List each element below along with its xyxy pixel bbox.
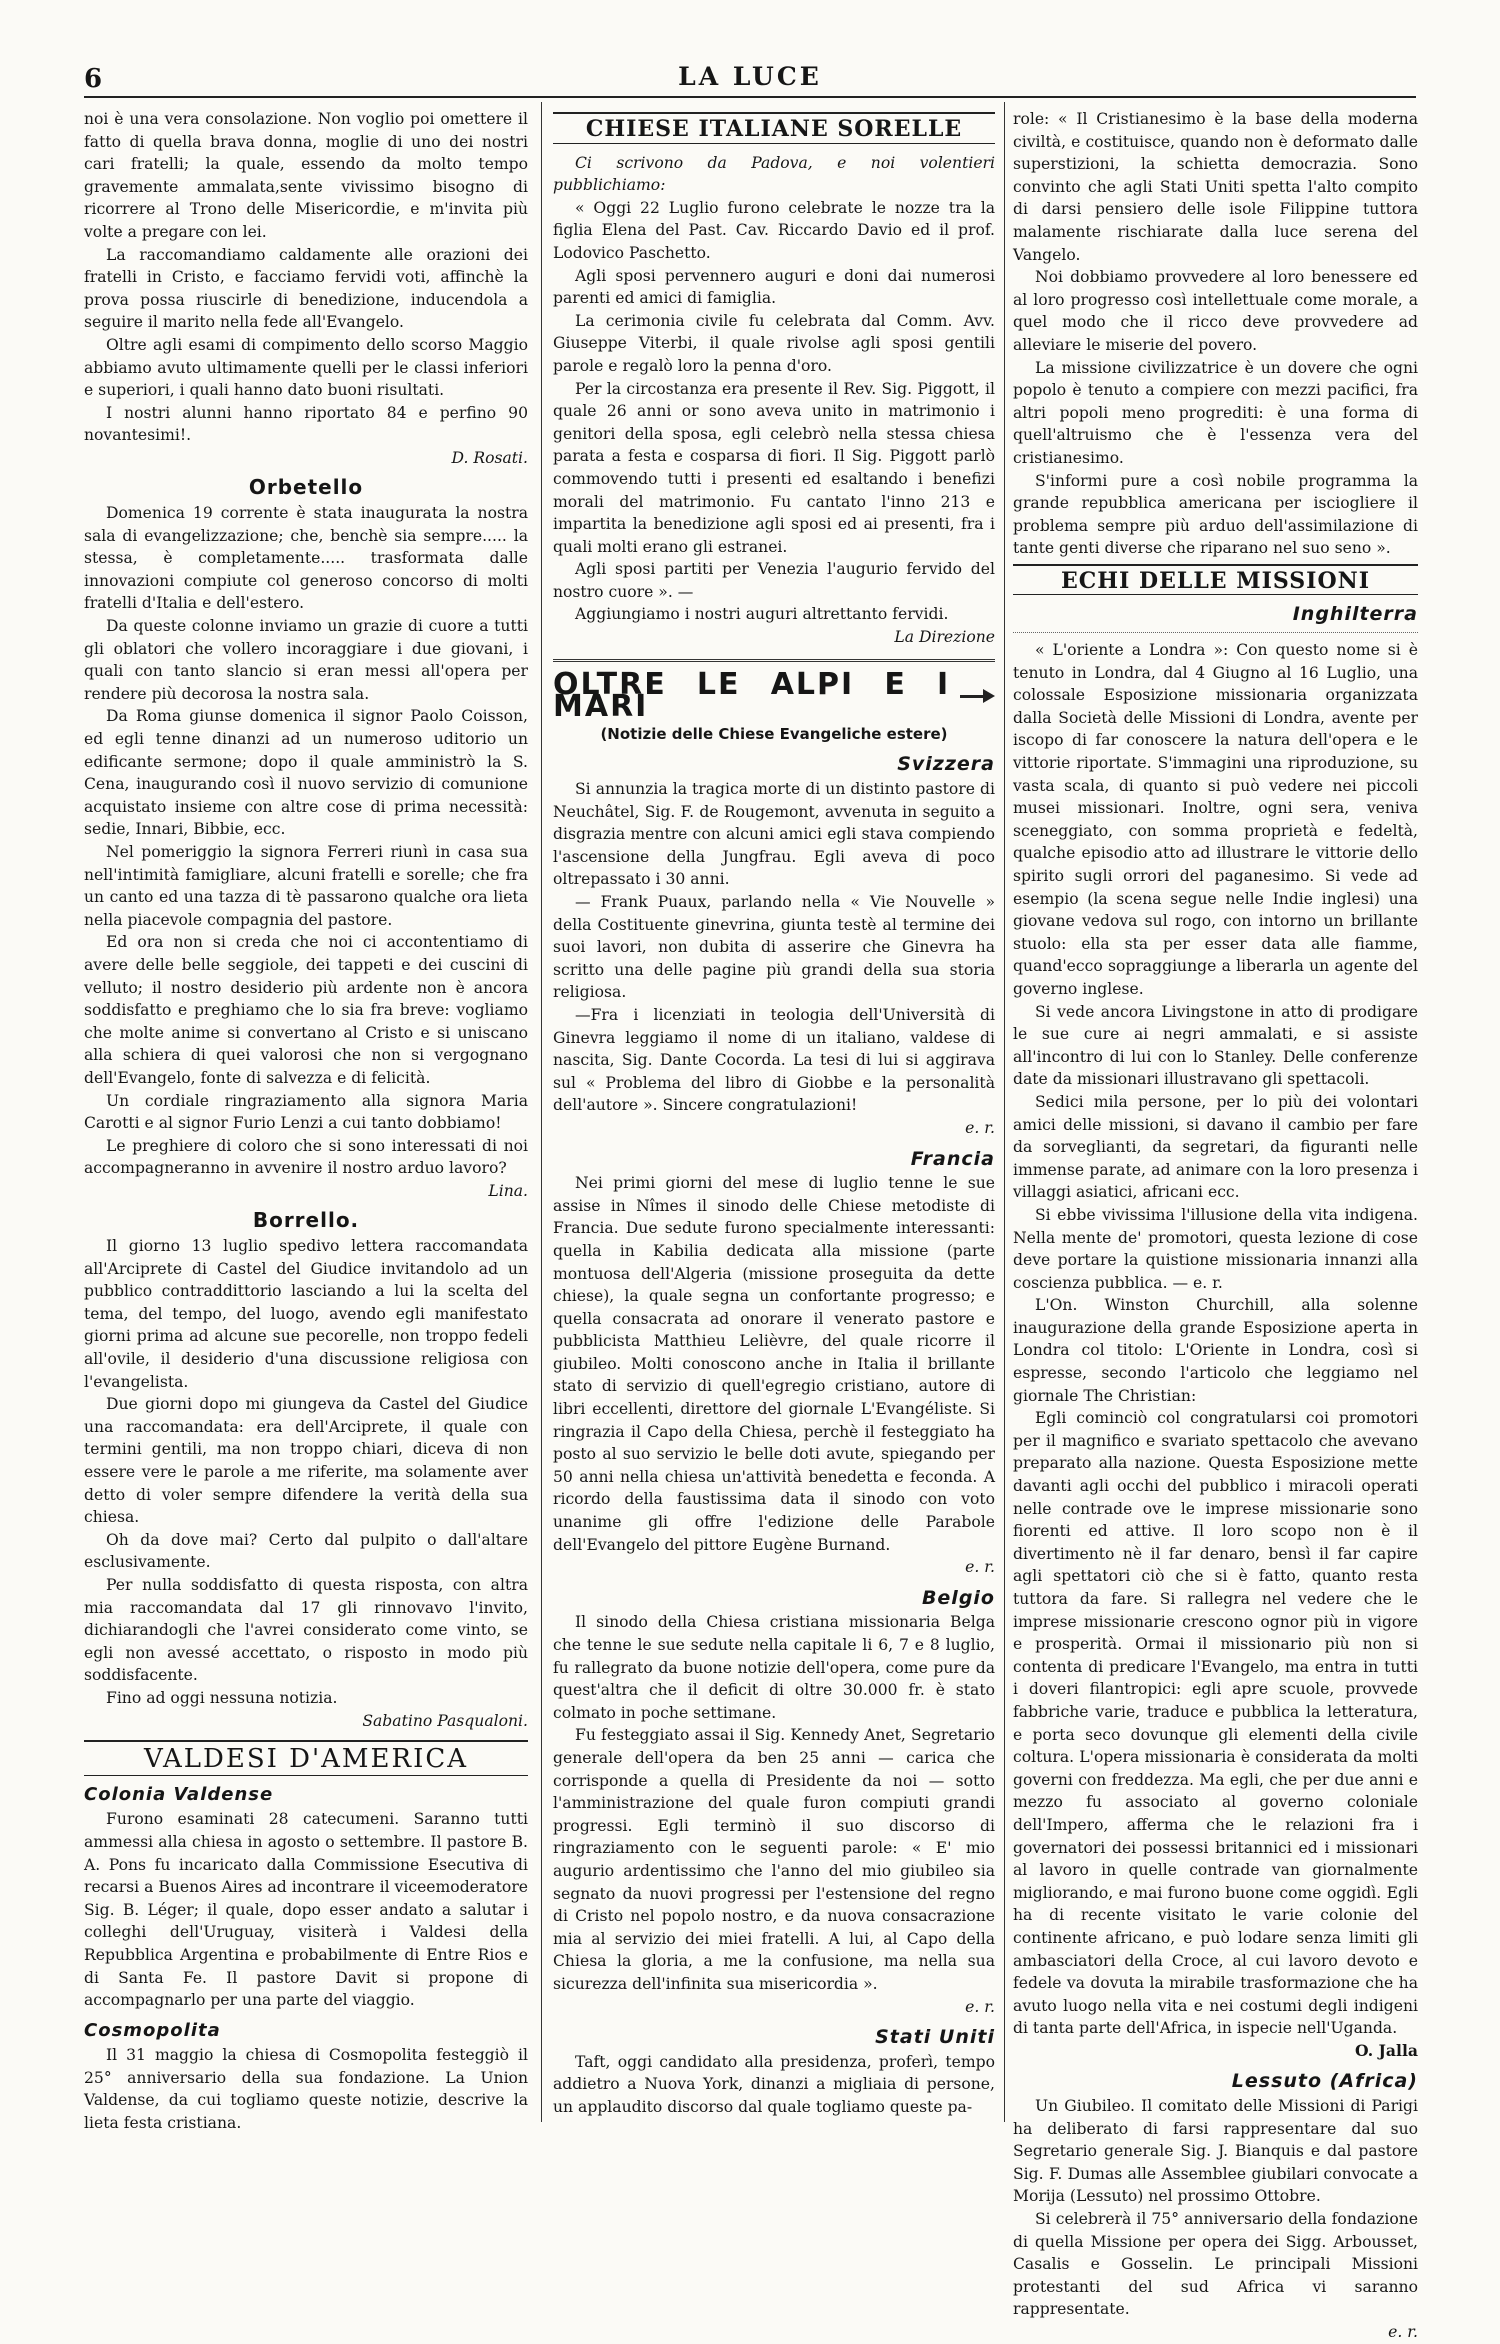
section-heading-valdesi: VALDESI D'AMERICA — [84, 1740, 528, 1776]
column-divider — [1004, 102, 1005, 2122]
paragraph: Aggiungiamo i nostri auguri altrettanto fervidi. — [575, 605, 949, 624]
masthead — [84, 60, 1416, 98]
paragraph: Da queste colonne inviamo un grazie di cuore a tutti gli oblatori che vollero incoraggiare i due giovani, i quali con tanto slancio si eran messi all'opera per rendere più decorosa la nostra sala. — [84, 617, 528, 703]
paragraph: « Oggi 22 Luglio furono celebrate le nozze tra la figlia Elena del Past. Cav. Riccardo Davio ed il prof. Lodovico Paschetto. — [553, 198, 995, 262]
paragraph: Il 31 maggio la chiesa di Cosmopolita festeggiò il 25° anniversario della sua fondazione. La Union Valdense, da cui togliamo queste notizie, descrive la lieta festa cristiana. — [84, 2046, 528, 2133]
country-heading-svizzera: Svizzera — [897, 753, 995, 776]
newspaper-title: LA LUCE — [678, 62, 822, 91]
column-divider — [541, 102, 542, 2122]
section-heading-oltre — [553, 666, 995, 725]
paragraph: Un Giubileo. Il comitato delle Missioni di Parigi ha deliberato di farsi rappresentare dal suo Segretario generale Sig. J. Bianquis e dal pastore Sig. F. Dumas alle Assemblee giubilari convocate a Morija (Lessuto) nel prossimo Ottobre. — [1013, 2097, 1418, 2206]
paragraph: Il giorno 13 luglio spedivo lettera raccomandata all'Arciprete di Castel del Giudice invitandolo ad un pubblico contraddittorio lasciando a lui la scelta del tema, del tempo, del luogo, avendo egli manifestato giorni prima ad alcune sue pecorelle, non troppo fedeli all'ovile, il desiderio d'una discussione religiosa con l'evangelista. — [84, 1237, 528, 1391]
paragraph: Fu festeggiato assai il Sig. Kennedy Anet, Segretario generale dell'opera da ben 25 anni — carica che corrisponde a quella di Presidente da noi — sotto l'amministrazione del quale furon compiuti grandi progressi. Egli terminò il suo discorso di ringraziamento con le seguenti parole: « E' mio augurio ardentissimo che l'anno del mio giubileo sia segnato da nuovi progressi per l'estensione del regno di Cristo nel popolo nostro, e da nuova consacrazione mia al servizio dei miei fratelli. A lui, al Capo della Chiesa la gloria, a me la confusione, ma nella sua sicurezza dell'infinita sua misericordia ». — [553, 1726, 995, 1993]
signature: O. Jalla — [1355, 2040, 1418, 2060]
section-heading-chiese: CHIESE ITALIANE SORELLE — [553, 112, 995, 144]
paragraph: La raccomandiamo caldamente alle orazioni dei fratelli in Cristo, e facciamo fervidi voti, affinchè la prova possa riuscirle di benedizione, inducendola a seguire il marito nella fede all'Evangelo. — [84, 245, 528, 332]
paragraph: L'On. Winston Churchill, alla solenne inaugurazione della grande Esposizione aperta in Londra col titolo: L'Oriente in Londra, così si espresse, secondo l'articolo che leggiamo nel giornale The Christian: — [1013, 1296, 1418, 1405]
paragraph: Oh da dove mai? Certo dal pulpito o dall'altare esclusivamente. — [84, 1530, 528, 1572]
paragraph: Si ebbe vivissima l'illusione della vita indigena. Nella mente de' promotori, questa lezione di cose deve portare la quistione missionaria innanzi alla coscienza pubblica. — e. r. — [1013, 1205, 1418, 1292]
paragraph: noi è una vera consolazione. Non voglio poi omettere il fatto di quella brava donna, moglie di uno dei nostri cari fratelli; la quale, essendo da molto tempo gravemente ammalata,sente vivissimo bisogno di ricorrere al Trono delle Misericordie, e m'invita più volte a pregare con lei. — [84, 110, 528, 241]
section-heading-orbetello: Orbetello — [248, 474, 364, 499]
paragraph: Fino ad oggi nessuna notizia. — [106, 1688, 338, 1707]
paragraph: S'informi pure a così nobile programma la grande repubblica americana per isciogliere il problema sempre più arduo dell'assimilazione di tante genti diverse che riparano nel suo seno ». — [1013, 471, 1418, 558]
paragraph: Da Roma giunse domenica il signor Paolo Coisson, ed egli tenne dinanzi ad un numeroso uditorio un edificante sermone; dopo il quale amministrò la S. Cena, inaugurando così il nuovo servizio di comunione acquistato insieme con altre cose di prima necessità: sedie, Innari, Bibbie, ecc. — [84, 707, 528, 839]
paragraph: Noi dobbiamo provvedere al loro benessere ed al loro progresso così intellettuale come morale, a quel modo che il ricco deve provvedere ad alleviare le miserie del povero. — [1013, 268, 1418, 354]
paragraph: Oltre agli esami di compimento dello scorso Maggio abbiamo avuto ultimamente quelli per le classi inferiori e superiori, i quali hanno dato buoni risultati. — [84, 335, 528, 400]
column-right — [1013, 108, 1418, 2341]
signature: e. r. — [965, 1118, 995, 1137]
intro-line: Ci scrivono da Padova, e noi volentieri pubblichiamo: — [553, 153, 995, 195]
page-number: 6 — [84, 64, 103, 94]
subheading-colonia: Colonia Valdense — [84, 1783, 274, 1805]
signature: La Direzione — [894, 628, 995, 647]
paragraph: Agli sposi partiti per Venezia l'augurio fervido del nostro cuore ». — — [553, 560, 995, 601]
paragraph: Si annunzia la tragica morte di un distinto pastore di Neuchâtel, Sig. F. de Rougemont, avvenuta in seguito a disgrazia mentre con alcuni amici egli stava compiendo l'ascensione della Jungfrau. Egli aveva di poco oltrepassato i 30 anni. — [553, 780, 995, 889]
country-heading-lessuto: Lessuto (Africa) — [1231, 2070, 1418, 2093]
paragraph: role: « Il Cristianesimo è la base della moderna civiltà, e costituisce, quando non è deformato dalle superstizioni, la schietta democrazia. Sono convinto che agli Stati Uniti spetta l'alto compito di darsi pensiero delle isole Filippine tuttora malamente rischiarate dalla luce serena del Vangelo. — [1013, 110, 1418, 264]
column-left — [84, 108, 528, 2148]
country-heading-belgio: Belgio — [921, 1586, 995, 1609]
divider — [553, 659, 995, 662]
subheading-cosmopolita: Cosmopolita — [84, 2019, 221, 2041]
paragraph: Si vede ancora Livingstone in atto di prodigare le sue cure ai negri ammalati, e si assiste all'incontro di lui con lo Stanley. Delle conferenze date da missionari illustravano gli spettacoli. — [1013, 1002, 1418, 1089]
country-heading-inghilterra: Inghilterra — [1292, 603, 1418, 626]
section-subtitle: (Notizie delle Chiese Evangeliche estere) — [600, 724, 948, 743]
paragraph: La missione civilizzatrice è un dovere che ogni popolo è tenuto a compiere con mezzi pacifici, fra altri popoli meno progrediti: è una forma di quell'altruismo che è l'essenza vera del cristianesimo. — [1013, 358, 1418, 467]
paragraph: Un cordiale ringraziamento alla signora Maria Carotti e al signor Furio Lenzi a cui tanto dobbiamo! — [84, 1091, 528, 1133]
section-heading-echi: ECHI DELLE MISSIONI — [1013, 564, 1418, 596]
country-heading-francia: Francia — [910, 1147, 995, 1170]
signature: e. r. — [965, 1997, 995, 2016]
signature: e. r. — [965, 1558, 995, 1577]
paragraph: Agli sposi pervennero auguri e doni dai numerosi parenti ed amici di famiglia. — [553, 266, 995, 308]
section-heading-borrello: Borrello. — [252, 1207, 360, 1232]
paragraph: Domenica 19 corrente è stata inaugurata la nostra sala di evangelizzazione; che, benchè sia sempre..... la stessa, è completamente..... trasformata dalle innovazioni compiute col generoso concorso di molti fratelli d'Italia e dell'estero. — [84, 504, 528, 613]
section-heading-oltre-text: OLTRE LE ALPI E I MARI — [553, 666, 951, 725]
paragraph: Nei primi giorni del mese di luglio tenne le sue assise in Nîmes il sinodo delle Chiese metodiste di Francia. Due sedute furono specialmente interessanti: quella in Kabilia dedicata alla missione (parte montuosa dell'Algeria (missione proseguita da dette chiese), la quale segna un confortante progresso; e quella consacrata ad onorare il venerato pastore e pubblicista Matthieu Lelièvre, del quale ricorre il giubileo. Molti conoscono anche in Italia il brillante stato di servizio di quell'egregio cristiano, autore di libri eccellenti, direttore del giornale L'Evangéliste. Si ringrazia il Capo della Chiesa, perchè il festeggiato ha posto al suo servizio le belle doti avute, spiegando per 50 anni nella chiesa un'attività benedetta e feconda. A ricordo della faustissima data il sinodo con voto unanime gli offre l'edizione delle Parabole dell'Evangelo del pittore Eugène Burnand. — [553, 1174, 995, 1554]
paragraph: Taft, oggi candidato alla presidenza, proferì, tempo addietro a Nuova York, dinanzi a migliaia di persone, un applaudito discorso dal quale togliamo queste pa- — [553, 2052, 995, 2116]
signature: D. Rosati. — [451, 448, 528, 467]
paragraph: Furono esaminati 28 catecumeni. Saranno tutti ammessi alla chiesa in agosto o settembre. Il pastore B. A. Pons fu incaricato dalla Commissione Esecutiva di recarsi a Buenos Aires ad incontrare il viceemoderatore Sig. B. Léger; il quale, dopo esser andato a salutar i colleghi dell'Uruguay, visiterà i Valdesi della Repubblica Argentina e probabilmente di Entre Rios e di Santa Fe. Il pastore Davit si propone di accompagnarlo per una parte del viaggio. — [84, 1810, 528, 2010]
country-heading-stati-uniti: Stati Uniti — [875, 2026, 995, 2049]
paragraph: Egli cominciò col congratularsi coi promotori per il magnifico e svariato spettacolo che avevano preparato alla nazione. Questa Esposizione mette davanti agli occhi del pubblico i miracoli operati nelle contrade ove le imprese missionarie sono fiorenti ed attive. Il loro scopo non è il divertimento nè il far denaro, bensì il far capire agli spettatori ciò che si è fatto, quanto resta tuttora da fare. Si rallegra nel vedere che le imprese missionarie crescono ognor più in vigore e prosperità. Ormai il missionario più non si contenta di predicare l'Evangelo, ma entra in tutti i doveri filantropici: egli apre scuole, provvede fabbriche varie, traduce e pubblica la letteratura, e porta seco dovunque gli elementi della civile coltura. L'opera missionaria è considerata da molti governi con freddezza. Ma egli, che per due anni e mezzo fu associato al governo coloniale dell'Impero, afferma che le relazioni fra i governatori dei possessi britannici ed i missionari al lavoro in quelle contrade van giornalmente migliorando, e mai furono buone come oggidì. Egli ha di recente visitato le varie colonie del continente africano, e può lodare senza limiti gli ambasciatori della Croce, al cui lavoro devoto e fedele va dovuta la mirabile trasformazione che ha avuto luogo nella vita e nei costumi degli indigeni di tanta parte dell'Africa, in ispecie nell'Uganda. — [1013, 1409, 1418, 2038]
paragraph: Nel pomeriggio la signora Ferreri riunì in casa sua nell'intimità famigliare, alcuni fratelli e sorelle; che fra un canto ed una tazza di tè passarono qualche ora lieta nella piacevole compagnia del pastore. — [84, 843, 528, 929]
paragraph: Ed ora non si creda che noi ci accontentiamo di avere delle belle seggiole, dei tappeti e dei cuscini di velluto; il nostro desiderio più ardente non è ancora soddisfatto e preghiamo che lo sia fra breve: vogliamo che molte anime si convertano al Cristo e si uniscano alla schiera di quei valorosi che non si vergognano dell'Evangelo, fonte di salvezza e di felicità. — [84, 933, 528, 1087]
paragraph: Il sinodo della Chiesa cristiana missionaria Belga che tenne le sue sedute nella capitale li 6, 7 e 8 luglio, fu rallegrato da buone notizie dell'opera, come pure da quest'altra che il deficit di oltre 30.000 fr. è stato colmato in poche settimane. — [553, 1613, 995, 1722]
paragraph: I nostri alunni hanno riportato 84 e perfino 90 novantesimi!. — [84, 403, 528, 445]
paragraph: « L'oriente a Londra »: Con questo nome si è tenuto in Londra, dal 4 Giugno al 16 Luglio, una colossale Esposizione missionaria organizzata dalla Società delle Missioni di Londra, avente per iscopo di far conoscere la natura dell'opera e le vittorie riportate. S'immagini una riproduzione, su vasta scala, di quanto si può vedere nei piccoli musei missionari. Inoltre, ogni sera, veniva sceneggiato, con somma proprietà e fedeltà, qualche episodio atto ad illustrare le vittorie dello spirito sugli orrori del paganesimo. Si vede ad esempio (la scena segue nelle Indie inglesi) una giovane vedova sul rogo, con intorno un brillante stuolo: ella sta per esser data alle fiamme, quand'ecco sopraggiunge a liberarla un agente del governo inglese. — [1013, 641, 1418, 998]
column-middle — [553, 108, 995, 2148]
paragraph: —Fra i licenziati in teologia dell'Università di Ginevra leggiamo il nome di un italiano, valdese di nascita, Sig. Dante Cocorda. La tesi di lui si aggirava sul « Problema del libro di Giobbe e la personalità dell'autore ». Sincere congratulazioni! — [553, 1005, 995, 1115]
signature: e. r. — [1388, 2323, 1418, 2341]
paragraph: La cerimonia civile fu celebrata dal Comm. Avv. Giuseppe Viterbi, il quale rivolse agli sposi gentili parole e regalò loro la penna d'oro. — [553, 311, 995, 375]
signature: Lina. — [488, 1181, 528, 1200]
paragraph: Per la circostanza era presente il Rev. Sig. Piggott, il quale 26 anni or sono aveva unito in matrimonio i genitori della sposa, egli celebrò nella stessa chiesa parata a festa e cosparsa di fiori. Il Sig. Piggott parlò commovendo tutti i presenti ed esaltando i benefizi morali del matrimonio. Fu cantato l'inno 213 e impartita la benedizione agli sposi ed ai presenti, fra i quali molti erano gli estranei. — [553, 379, 995, 556]
signature: Sabatino Pasqualoni. — [362, 1711, 528, 1730]
paragraph: Per nulla soddisfatto di questa risposta, con altra mia raccomandata dal 17 gli rinnovavo l'invito, dichiarandogli che l'avrei considerato come vinto, se egli non avessé accettato, o risposto in modo più soddisfacente. — [84, 1576, 528, 1685]
arrow-icon — [960, 688, 995, 704]
paragraph: Due giorni dopo mi giungeva da Castel del Giudice una raccomandata: era dell'Arciprete, il quale con termini gentili, ma non troppo chiari, diceva di non essere vere le parole a me riferite, ma solamente aver detto di voler sempre difendere la verità della sua chiesa. — [84, 1395, 528, 1527]
paragraph: Sedici mila persone, per lo più dei volontari amici delle missioni, si davano il cambio per fare da sorveglianti, da segretari, da figuranti nelle immense parate, ad animare con la loro presenza i villaggi asiatici, africani ecc. — [1013, 1092, 1418, 1202]
paragraph: Si celebrerà il 75° anniversario della fondazione di quella Missione per opera dei Sigg. Arbousset, Casalis e Gosselin. Le principali Missioni protestanti del sud Africa vi saranno rappresentate. — [1013, 2210, 1418, 2319]
paragraph: Le preghiere di coloro che si sono interessati di noi accompagneranno in avvenire il nostro arduo lavoro? — [84, 1136, 528, 1178]
dotted-divider — [1013, 632, 1418, 633]
paragraph: — Frank Puaux, parlando nella « Vie Nouvelle » della Costituente ginevrina, giunta testè al termine dei suoi lavori, non dubita di asserire che Ginevra ha scritto una delle pagine più grandi della sua storia religiosa. — [553, 893, 995, 1002]
